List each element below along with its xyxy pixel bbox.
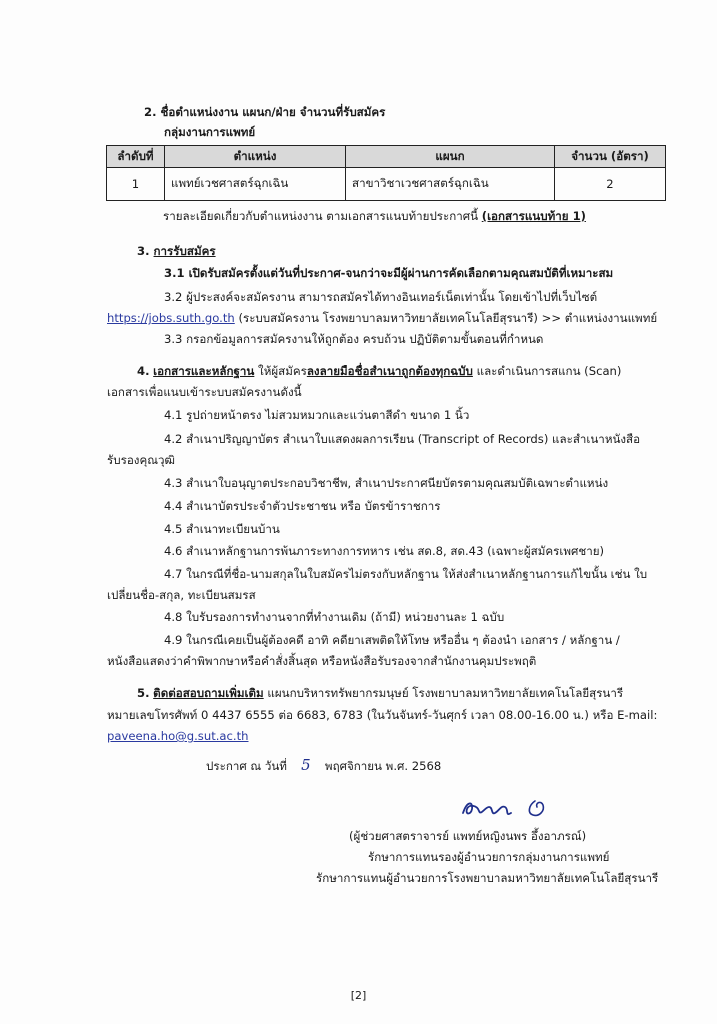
section4-number: 4. (137, 364, 150, 378)
detail-ref: (เอกสารแนบท้าย 1) (481, 209, 586, 223)
section4-item1: 4.1 รูปถ่ายหน้าตรง ไม่สวมหมวกและแว่นตาสีดำ ขนาด 1 นิ้ว (164, 408, 470, 422)
section4-item9-line2: หนังสือแสดงว่าคำพิพากษาหรือคำสั่งสิ้นสุด หรือหนังสือรับรองจากสำนักงานคุมประพฤติ (107, 654, 537, 668)
section2-heading: 2. ชื่อตำแหน่งงาน แผนก/ฝ่าย จำนวนที่รับสมัคร (144, 105, 386, 119)
section4-intro-c: และดำเนินการสแกน (Scan) (472, 364, 622, 378)
table-cell: 2 (555, 168, 666, 201)
section5-line1 (137, 685, 623, 703)
section3-item1: 3.1 เปิดรับสมัครตั้งแต่วันที่ประกาศ-จนกว่าจะมีผู้ผ่านการคัดเลือกตามคุณสมบัติที่เหมาะสม (164, 266, 614, 280)
section4-item4: 4.4 สำเนาบัตรประจำตัวประชาชน หรือ บัตรข้าราชการ (164, 499, 441, 513)
section5-title: ติดต่อสอบถามเพิ่มเติม (153, 686, 264, 700)
section3-item2-rest: (ระบบสมัครงาน โรงพยาบาลมหาวิทยาลัยเทคโนโลยีสุรนารี) >> ตำแหน่งงานแพทย์ (234, 311, 658, 325)
signatory-title2: รักษาการแทนผู้อำนวยการโรงพยาบาลมหาวิทยาลัยเทคโนโลยีสุรนารี (316, 871, 659, 885)
section2-group: กลุ่มงานการแพทย์ (164, 125, 256, 139)
signatory-name: (ผู้ช่วยศาสตราจารย์ แพทย์หญิงนพร อึ้งอาภรณ์) (349, 829, 587, 843)
section3-title: การรับสมัคร (153, 244, 216, 258)
section3-item3: 3.3 กรอกข้อมูลการสมัครงานให้ถูกต้อง ครบถ้วน ปฏิบัติตามขั้นตอนที่กำหนด (164, 332, 544, 346)
detail-text: รายละเอียดเกี่ยวกับตำแหน่งงาน ตามเอกสารแนบท้ายประกาศนี้ (163, 209, 482, 223)
section4-intro-a: ให้ผู้สมัคร (254, 364, 307, 378)
section4-intro-b: ลงลายมือชื่อสำเนาถูกต้องทุกฉบับ (306, 364, 473, 378)
section4-item5: 4.5 สำเนาทะเบียนบ้าน (164, 522, 280, 536)
section4-item7-line2: เปลี่ยนชื่อ-สกุล, ทะเบียนสมรส (107, 588, 256, 602)
section4-item3: 4.3 สำเนาใบอนุญาตประกอบวิชาชีพ, สำเนาประกาศนียบัตรตามคุณสมบัติเฉพาะตำแหน่ง (164, 476, 609, 490)
section4-item2-line1: 4.2 สำเนาปริญญาบัตร สำเนาใบแสดงผลการเรียน (Transcript of Records) และสำเนาหนังสือ (164, 432, 641, 446)
table-header-cell: ลำดับที่ (107, 146, 165, 168)
table-cell: 1 (107, 168, 165, 201)
table-row (107, 168, 666, 201)
announcement-prefix: ประกาศ ณ วันที่ (206, 759, 287, 773)
section4-intro-line2: เอกสารเพื่อแนบเข้าระบบสมัครงานดังนี้ (107, 385, 302, 399)
table-header-cell: จำนวน (อัตรา) (555, 146, 666, 168)
positions-table (106, 145, 666, 201)
section5-number: 5. (137, 686, 150, 700)
section4-item7-line1: 4.7 ในกรณีที่ชื่อ-นามสกุลในใบสมัครไม่ตรงกับหลักฐาน ให้ส่งสำเนาหลักฐานการแก้ไขนั้น เช่น ใบ (164, 567, 648, 581)
section3-item2-line2 (107, 310, 657, 328)
contact-email-link[interactable]: paveena.ho@g.sut.ac.th (107, 729, 249, 743)
section3-item2-line1: 3.2 ผู้ประสงค์จะสมัครงาน สามารถสมัครได้ทางอินเทอร์เน็ตเท่านั้น โดยเข้าไปที่เว็บไซต์ (164, 290, 598, 304)
section4-item2-line2: รับรองคุณวุฒิ (107, 453, 175, 467)
section4-title: เอกสารและหลักฐาน (153, 364, 255, 378)
table-header-cell: แผนก (346, 146, 555, 168)
section3-number: 3. (137, 244, 150, 258)
section4-item8: 4.8 ใบรับรองการทำงานจากที่ทำงานเดิม (ถ้ามี) หน่วยงานละ 1 ฉบับ (164, 610, 505, 624)
section4-intro (137, 363, 621, 381)
signatory-title1: รักษาการแทนรองผู้อำนวยการกลุ่มงานการแพทย์ (368, 850, 610, 864)
jobs-website-link[interactable]: https://jobs.suth.go.th (107, 311, 235, 325)
section5-line1-rest: แผนกบริหารทรัพยากรมนุษย์ โรงพยาบาลมหาวิทยาลัยเทคโนโลยีสุรนารี (263, 686, 624, 700)
handwritten-signature (455, 795, 565, 823)
announcement-day: 5 (301, 756, 311, 774)
table-header-row (107, 146, 666, 168)
announcement-month-year: พฤศจิกายน พ.ศ. 2568 (324, 759, 442, 773)
section2-detail (163, 208, 586, 226)
table-cell: สาขาวิชาเวชศาสตร์ฉุกเฉิน (346, 168, 555, 201)
table-header-cell: ตำแหน่ง (165, 146, 346, 168)
section5-line2: หมายเลขโทรศัพท์ 0 4437 6555 ต่อ 6683, 6783 (ในวันจันทร์-วันศุกร์ เวลา 08.00-16.00 น.) หรือ E-mail: (107, 708, 658, 722)
section4-item9-line1: 4.9 ในกรณีเคยเป็นผู้ต้องคดี อาทิ คดียาเสพติดให้โทษ หรืออื่น ๆ ต้องนำ เอกสาร / หลักฐาน / (164, 633, 620, 647)
section5-email-line (107, 729, 249, 743)
section4-item6: 4.6 สำเนาหลักฐานการพ้นภาระทางการทหาร เช่น สด.8, สด.43 (เฉพาะผู้สมัครเพศชาย) (164, 544, 605, 558)
page-number: [2] (350, 989, 367, 1002)
table-cell: แพทย์เวชศาสตร์ฉุกเฉิน (165, 168, 346, 201)
section3-heading (137, 243, 216, 261)
announcement-date (206, 756, 441, 776)
